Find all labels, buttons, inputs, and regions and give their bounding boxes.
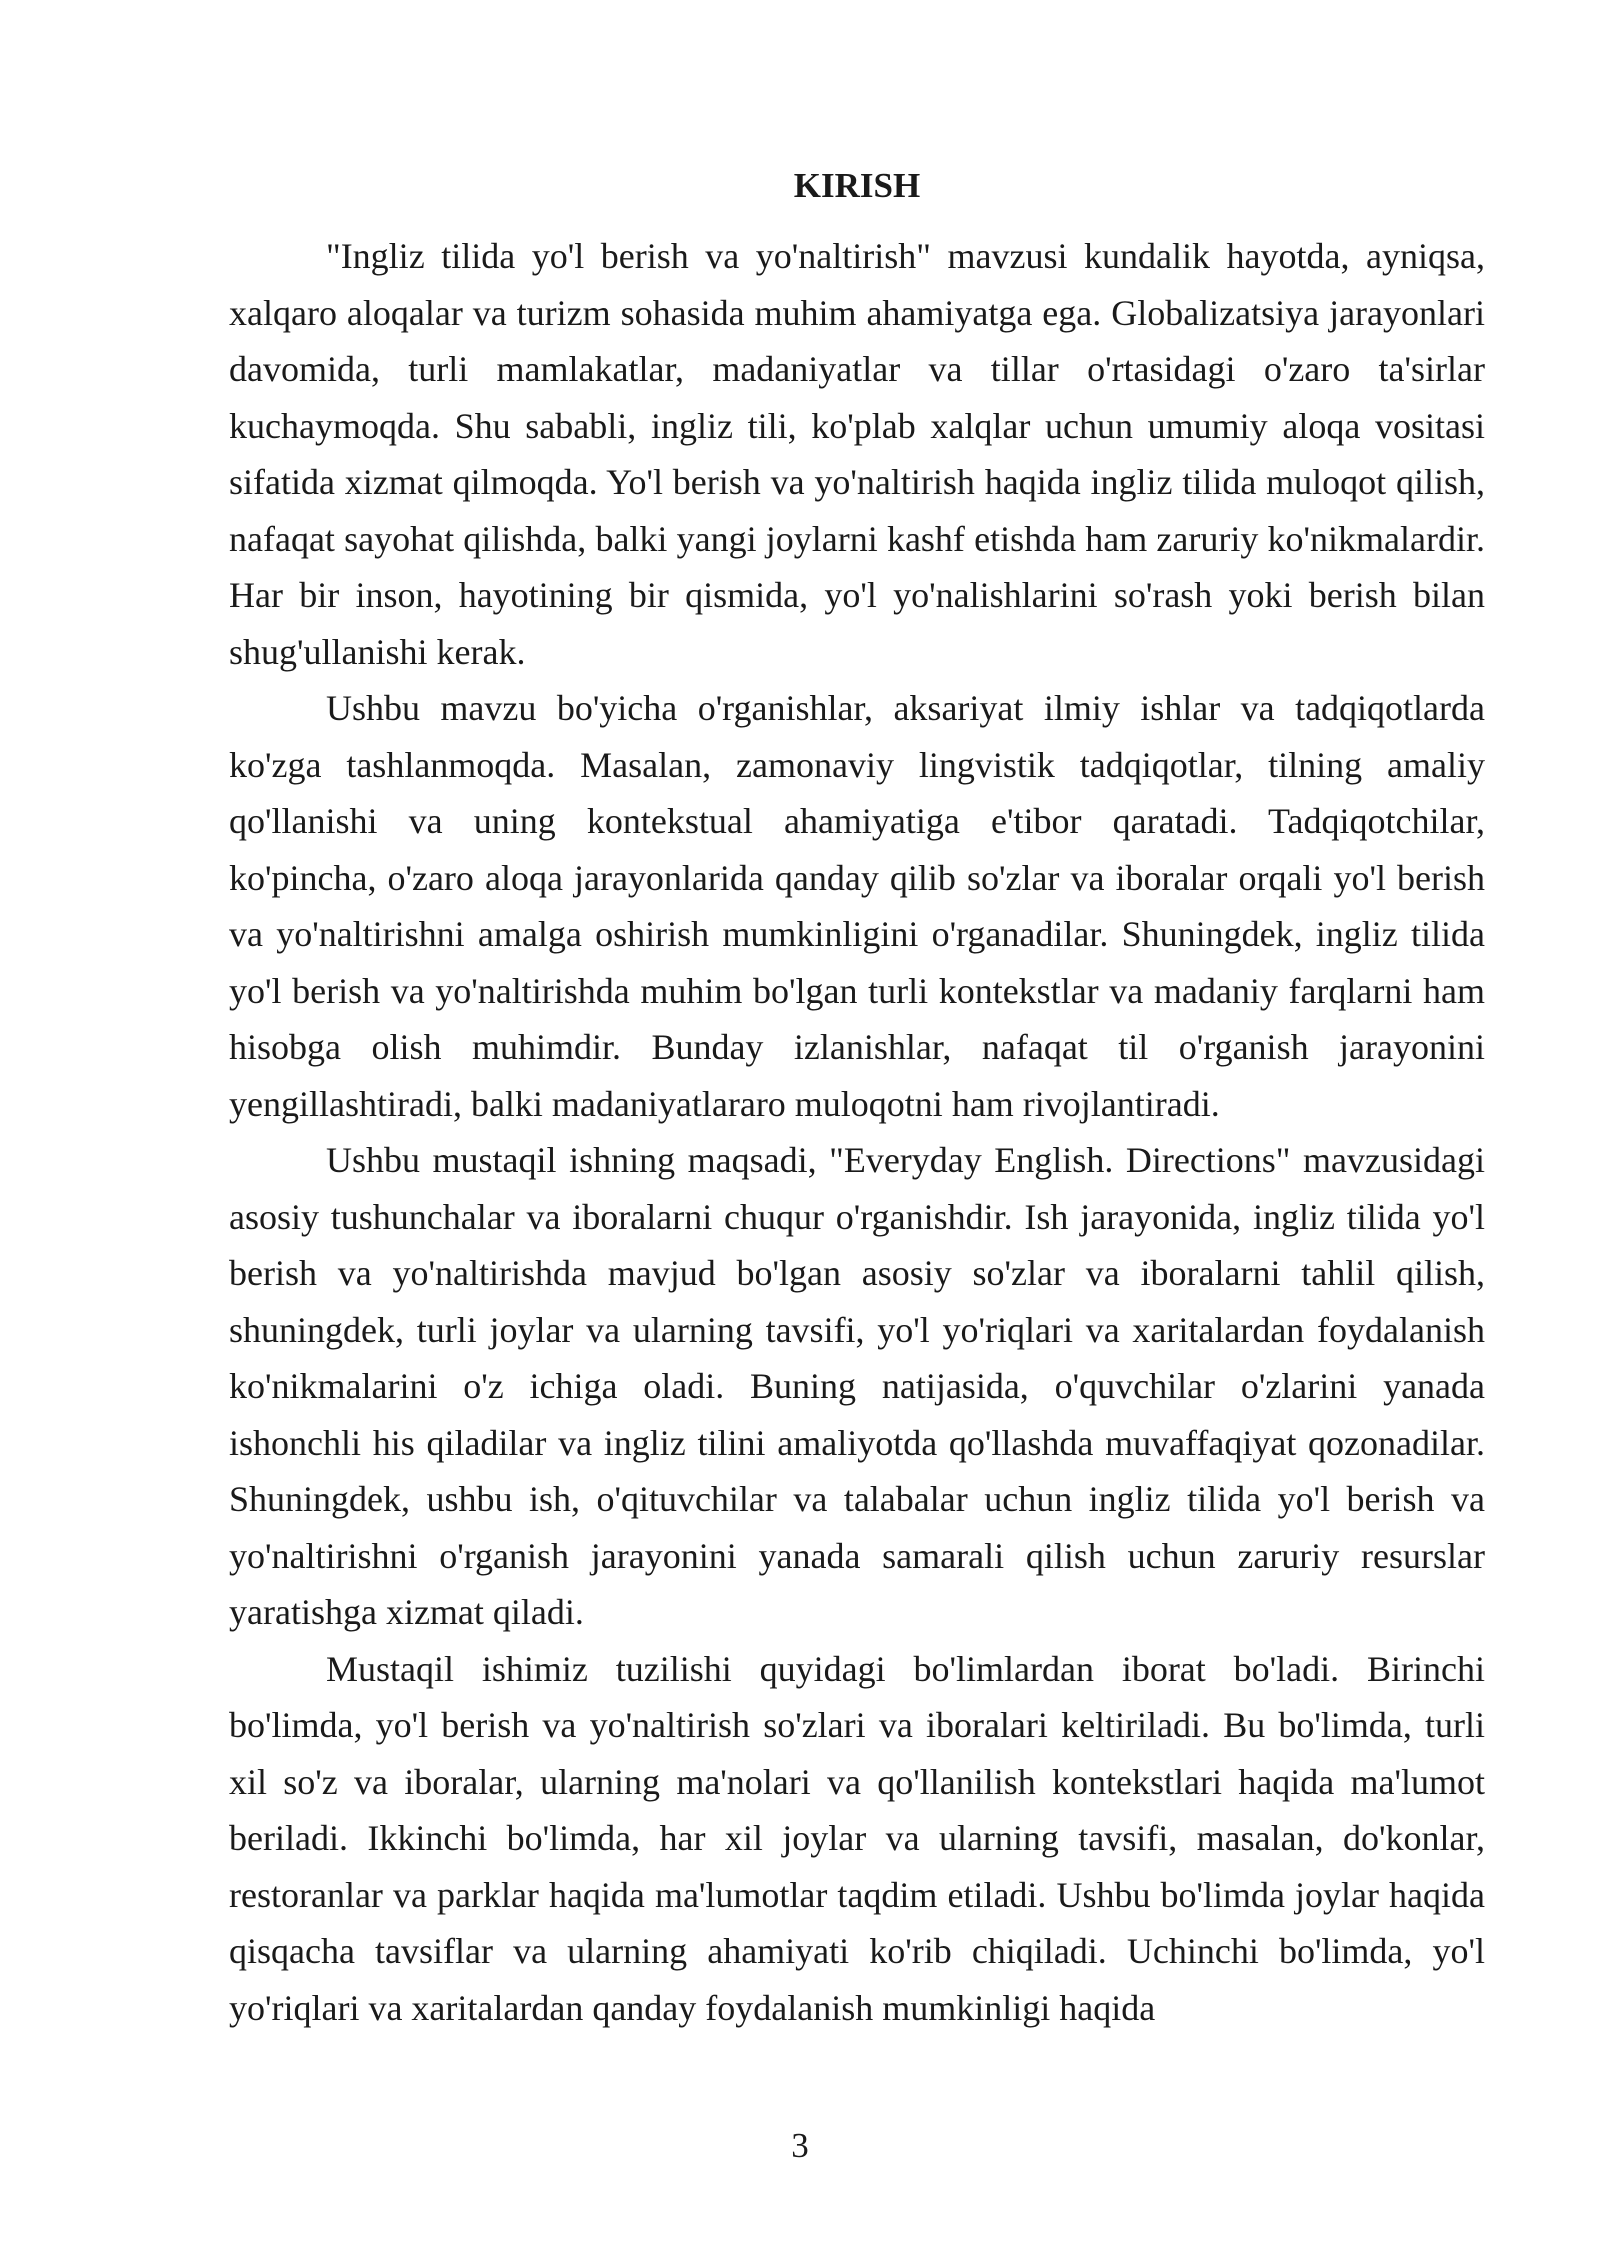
paragraph-4: Mustaqil ishimiz tuzilishi quyidagi bo'limlardan iborat bo'ladi. Birinchi bo'limda, yo'l berish va yo'naltirish so'zlari va iboralari keltiriladi. Bu bo'limda, turli xil so'z va iboralar, ularning ma'nolari va qo'llanilish kontekstlari haqida ma'lumot beriladi. Ikkinchi bo'limda, har xil joylar va ularning tavsifi, masalan, do'konlar, restoranlar va parklar haqida ma'lumotlar taqdim etiladi. Ushbu bo'limda joylar haqida qisqacha tavsiflar va ularning ahamiyati ko'rib chiqiladi. Uchinchi bo'limda, yo'l yo'riqlari va xaritalardan qanday foydalanish mumkinligi haqida	[229, 1648, 1485, 2028]
document-body	[229, 160, 1485, 2036]
paragraph-1: "Ingliz tilida yo'l berish va yo'naltirish" mavzusi kundalik hayotda, ayniqsa, xalqaro aloqalar va turizm sohasida muhim ahamiyatga ega. Globalizatsiya jarayonlari davomida, turli mamlakatlar, madaniyatlar va tillar o'rtasidagi o'zaro ta'sirlar kuchaymoqda. Shu sababli, ingliz tili, ko'plab xalqlar uchun umumiy aloqa vositasi sifatida xizmat qilmoqda. Yo'l berish va yo'naltirish haqida ingliz tilida muloqot qilish, nafaqat sayohat qilishda, balki yangi joylarni kashf etishda ham zaruriy ko'nikmalardir. Har bir inson, hayotining bir qismida, yo'l yo'nalishlarini so'rash yoki berish bilan shug'ullanishi kerak.	[229, 236, 1485, 672]
paragraph-3: Ushbu mustaqil ishning maqsadi, "Everyday English. Directions" mavzusidagi asosiy tushunchalar va iboralarni chuqur o'rganishdir. Ish jarayonida, ingliz tilida yo'l berish va yo'naltirishda mavjud bo'lgan asosiy so'zlar va iboralarni tahlil qilish, shuningdek, turli joylar va ularning tavsifi, yo'l yo'riqlari va xaritalardan foydalanish ko'nikmalarini o'z ichiga oladi. Buning natijasida, o'quvchilar o'zlarini yanada ishonchli his qiladilar va ingliz tilini amaliyotda qo'llashda muvaffaqiyat qozonadilar. Shuningdek, ushbu ish, o'qituvchilar va talabalar uchun ingliz tilida yo'l berish va yo'naltirishni o'rganish jarayonini yanada samarali qilish uchun zaruriy resurslar yaratishga xizmat qiladi.	[229, 1140, 1485, 1632]
page-number: 3	[791, 2126, 809, 2165]
page-title: KIRISH	[793, 166, 921, 205]
paragraph-2: Ushbu mavzu bo'yicha o'rganishlar, aksariyat ilmiy ishlar va tadqiqotlarda ko'zga tashlanmoqda. Masalan, zamonaviy lingvistik tadqiqotlar, tilning amaliy qo'llanishi va uning kontekstual ahamiyatiga e'tibor qaratadi. Tadqiqotchilar, ko'pincha, o'zaro aloqa jarayonlarida qanday qilib so'zlar va iboralar orqali yo'l berish va yo'naltirishni amalga oshirish mumkinligini o'rganadilar. Shuningdek, ingliz tilida yo'l berish va yo'naltirishda muhim bo'lgan turli kontekstlar va madaniy farqlarni ham hisobga olish muhimdir. Bunday izlanishlar, nafaqat til o'rganish jarayonini yengillashtiradi, balki madaniyatlararo muloqotni ham rivojlantiradi.	[229, 688, 1485, 1124]
